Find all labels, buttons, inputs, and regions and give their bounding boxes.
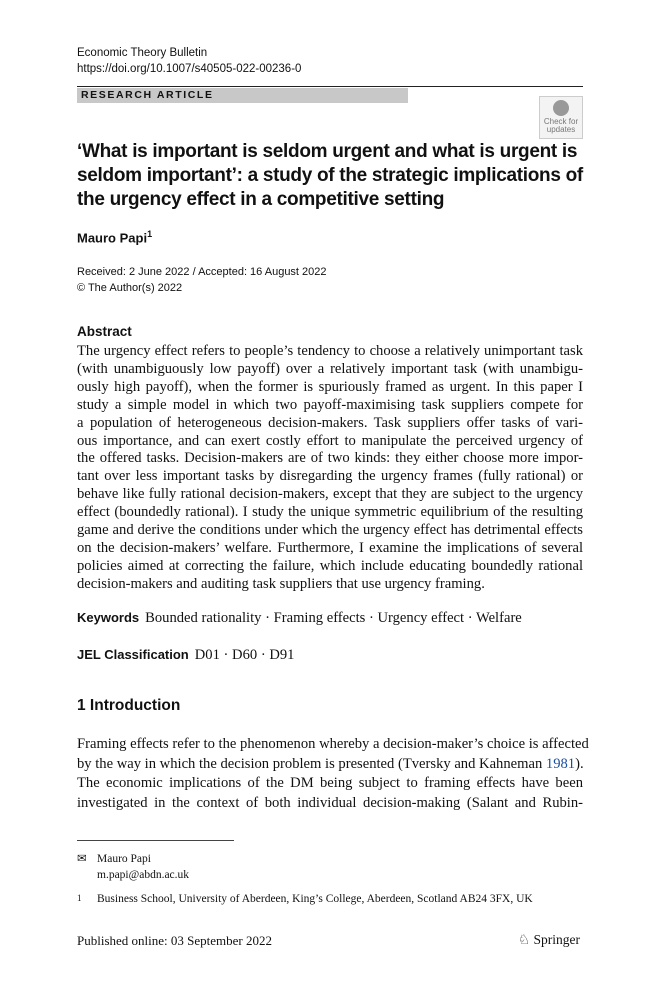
author-name: Mauro Papi — [77, 230, 148, 246]
intro-text: by the way in which the decision problem is presented (Tversky and Kahneman — [77, 755, 546, 772]
keywords-value: Bounded rationality · Framing effects · Urgency effect · Welfare — [145, 610, 522, 626]
abstract-line: decision-makers and auditing task suppliers that use urgency framing. — [77, 575, 485, 592]
header-rule — [77, 86, 583, 87]
article-type-banner: RESEARCH ARTICLE — [77, 88, 408, 103]
intro-text: ). — [575, 755, 584, 772]
keywords — [77, 610, 522, 627]
check-updates-line1: Check for — [543, 117, 579, 126]
abstract-line: on the decision-makers’ welfare. Furthermore, I examine the implications of several — [77, 539, 583, 556]
abstract-line: policies aimed at correcting the failure, which include educating boundedly rational — [77, 557, 583, 574]
journal-name: Economic Theory Bulletin — [77, 47, 208, 59]
check-updates-line2: updates — [546, 125, 576, 134]
jel-classification — [77, 647, 294, 664]
affiliation-number: 1 — [77, 893, 82, 903]
abstract-line: tant over less important tasks by disregarding the urgency frames (fully rational) or — [77, 468, 583, 485]
check-for-updates-badge[interactable] — [539, 96, 583, 139]
introduction-body — [77, 735, 589, 813]
corresponding-author — [77, 851, 189, 883]
keywords-label: Keywords — [77, 610, 140, 625]
abstract-line: a population of heterogeneous decision-makers. Task suppliers offer tasks of vari- — [77, 414, 583, 431]
envelope-icon: ✉ — [77, 853, 87, 865]
jel-label: JEL Classification — [77, 647, 189, 662]
footnote-email[interactable]: m.papi@abdn.ac.uk — [97, 869, 190, 881]
article-dates — [77, 264, 327, 296]
affiliation — [77, 893, 533, 905]
jel-value: D01 · D60 · D91 — [194, 647, 295, 663]
publisher-logo — [518, 932, 580, 948]
check-updates-icon — [553, 100, 569, 116]
author — [77, 229, 152, 245]
affiliation-text: Business School, University of Aberdeen, King’s College, Aberdeen, Scotland AB24 3FX, UK — [97, 893, 533, 905]
springer-horse-icon: ♘ — [518, 932, 534, 947]
abstract-line: the offered tasks. Decision-makers are of two kinds: they either choose more impor- — [77, 450, 583, 467]
author-affil-mark: 1 — [147, 229, 153, 239]
doi-link[interactable]: https://doi.org/10.1007/s40505-022-00236-0 — [77, 63, 302, 75]
copyright: © The Author(s) 2022 — [77, 282, 183, 294]
intro-line: The economic implications of the DM being subject to framing effects have been — [77, 775, 583, 791]
abstract-line: behave like fully rational decision-makers, except that they are subject to the urgency — [77, 486, 583, 503]
received-accepted: Received: 2 June 2022 / Accepted: 16 August 2022 — [77, 266, 327, 278]
abstract-line: effect (boundedly rational). I study the unique symmetric equilibrium of the resulting — [77, 504, 583, 521]
abstract-line: game and derive the conditions under which the urgency effect has detrimental effects — [77, 522, 583, 539]
citation-link[interactable]: 1981 — [545, 755, 576, 772]
publisher-name: Springer — [533, 932, 580, 947]
footnote-name: Mauro Papi — [97, 853, 151, 865]
intro-line: investigated in the context of both individual decision-making (Salant and Rubin- — [77, 794, 583, 811]
section-heading-introduction: 1 Introduction — [77, 697, 181, 714]
footnote-rule — [77, 840, 234, 841]
abstract-line: ously high payoff), when the former is spuriously framed as urgent. In this paper I — [77, 378, 583, 395]
abstract-line: (with unambiguously low payoff) over a relatively important task (with unambigu- — [77, 360, 583, 377]
abstract-line: ous importance, and can exert costly effort to manipulate the perceived urgency of — [77, 432, 583, 449]
abstract-body — [77, 343, 583, 594]
published-online: Published online: 03 September 2022 — [77, 933, 272, 948]
journal-info — [77, 45, 301, 77]
abstract-line: The urgency effect refers to people’s tendency to choose a relatively unimportant task — [77, 343, 583, 359]
paper-title: ‘What is important is seldom urgent and what is urgent is seldom important’: a study of the strategic implications of the urgency effect in a competitive setting — [77, 141, 583, 210]
abstract-line: study a simple model in which two payoff-maximising task suppliers compete for — [77, 396, 583, 413]
intro-line — [77, 755, 583, 775]
intro-line: Framing effects refer to the phenomenon whereby a decision-maker’s choice is affected — [77, 736, 589, 752]
abstract-heading: Abstract — [77, 324, 132, 339]
